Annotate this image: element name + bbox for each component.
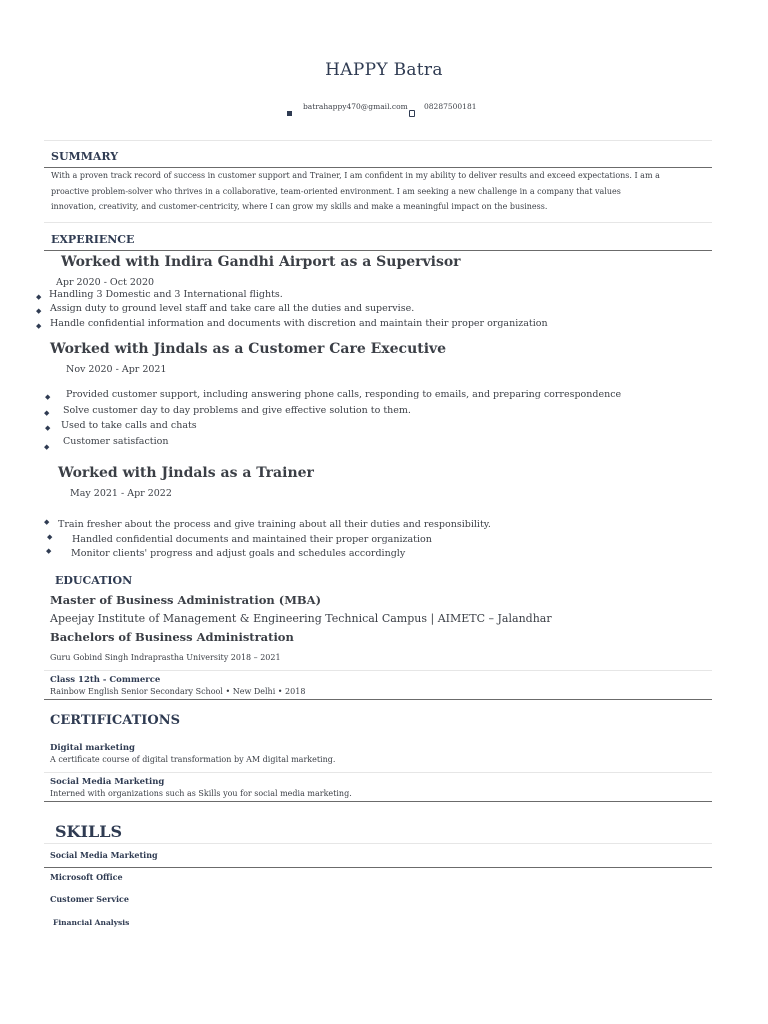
job-bullet: Assign duty to ground level staff and take care all the duties and supervise. xyxy=(50,303,415,314)
skills-rule xyxy=(44,867,712,868)
phone-text[interactable]: 08287500181 xyxy=(424,102,477,111)
job-date: May 2021 - Apr 2022 xyxy=(70,488,172,499)
skill-item: Microsoft Office xyxy=(50,872,123,882)
certification-desc: A certificate course of digital transformation by AM digital marketing. xyxy=(50,755,336,764)
bullet-icon: ◆ xyxy=(36,293,42,301)
summary-divider xyxy=(44,222,712,223)
phone-icon xyxy=(409,110,415,117)
skills-heading: SKILLS xyxy=(55,822,122,841)
skill-item: Customer Service xyxy=(50,894,130,904)
summary-heading: SUMMARY xyxy=(51,150,119,163)
bullet-icon: ◆ xyxy=(45,424,51,432)
summary-line: With a proven track record of success in customer support and Trainer, I am confident in my ability to deliver results and exceed expectations. I am a xyxy=(51,171,660,180)
skill-item: Financial Analysis xyxy=(53,918,130,927)
certification-divider xyxy=(44,772,712,773)
certification-name: Social Media Marketing xyxy=(50,777,165,787)
job-bullet: Handled confidential documents and maintained their proper organization xyxy=(72,534,432,545)
bullet-icon: ◆ xyxy=(46,547,52,555)
job-title: Worked with Jindals as a Trainer xyxy=(58,465,314,481)
experience-rule xyxy=(44,250,712,251)
header-divider xyxy=(44,140,712,141)
bullet-icon: ◆ xyxy=(44,443,50,451)
job-title: Worked with Jindals as a Customer Care Executive xyxy=(50,341,447,357)
job-date: Apr 2020 - Oct 2020 xyxy=(56,277,155,288)
job-bullet: Used to take calls and chats xyxy=(61,420,197,431)
summary-line: proactive problem-solver who thrives in a collaborative, team-oriented environment. I am seeking a new challenge in a company that values xyxy=(51,186,621,196)
bullet-icon: ◆ xyxy=(44,518,50,526)
candidate-name: HAPPY Batra xyxy=(325,60,443,80)
job-bullet: Train fresher about the process and give training about all their duties and responsibility. xyxy=(58,519,491,530)
degree-title: Master of Business Administration (MBA) xyxy=(50,593,322,607)
job-bullet: Provided customer support, including answering phone calls, responding to emails, and preparing correspondence xyxy=(66,389,622,400)
education-heading: EDUCATION xyxy=(55,574,133,587)
certifications-rule xyxy=(44,801,712,802)
job-date: Nov 2020 - Apr 2021 xyxy=(66,364,167,375)
skill-item: Social Media Marketing xyxy=(50,850,158,860)
job-title: Worked with Indira Gandhi Airport as a Supervisor xyxy=(61,254,461,270)
experience-heading: EXPERIENCE xyxy=(51,233,135,246)
class12-details: Rainbow English Senior Secondary School • New Delhi • 2018 xyxy=(50,687,306,696)
bullet-icon: ◆ xyxy=(36,307,42,315)
job-bullet: Customer satisfaction xyxy=(63,436,169,447)
bullet-icon: ◆ xyxy=(36,322,42,330)
certification-name: Digital marketing xyxy=(50,743,135,753)
bullet-icon: ◆ xyxy=(44,409,50,417)
skills-top-divider xyxy=(44,843,712,844)
education-divider xyxy=(44,670,712,671)
summary-text xyxy=(51,168,731,215)
education-rule xyxy=(44,699,712,700)
job-bullet: Solve customer day to day problems and give effective solution to them. xyxy=(63,405,411,416)
certifications-heading: CERTIFICATIONS xyxy=(50,713,180,728)
job-bullet: Handle confidential information and documents with discretion and maintain their proper organization xyxy=(50,318,548,329)
degree-title: Bachelors of Business Administration xyxy=(50,630,294,644)
summary-line: innovation, creativity, and customer-centricity, where I can grow my skills and make a meaningful impact on the business. xyxy=(51,202,548,211)
bullet-icon: ◆ xyxy=(45,393,51,401)
job-bullet: Monitor clients' progress and adjust goals and schedules accordingly xyxy=(71,548,406,559)
bullet-icon: ◆ xyxy=(47,533,53,541)
class12-title: Class 12th - Commerce xyxy=(50,675,161,685)
job-bullet: Handling 3 Domestic and 3 International flights. xyxy=(49,289,283,300)
email-text[interactable]: batrahappy470@gmail.com xyxy=(303,102,408,111)
degree-institute: Guru Gobind Singh Indraprastha University 2018 – 2021 xyxy=(50,653,281,662)
email-icon xyxy=(287,111,292,116)
degree-institute: Apeejay Institute of Management & Engineering Technical Campus | AIMETC – Jalandhar xyxy=(50,612,552,625)
certification-desc: Interned with organizations such as Skills you for social media marketing. xyxy=(50,789,352,798)
